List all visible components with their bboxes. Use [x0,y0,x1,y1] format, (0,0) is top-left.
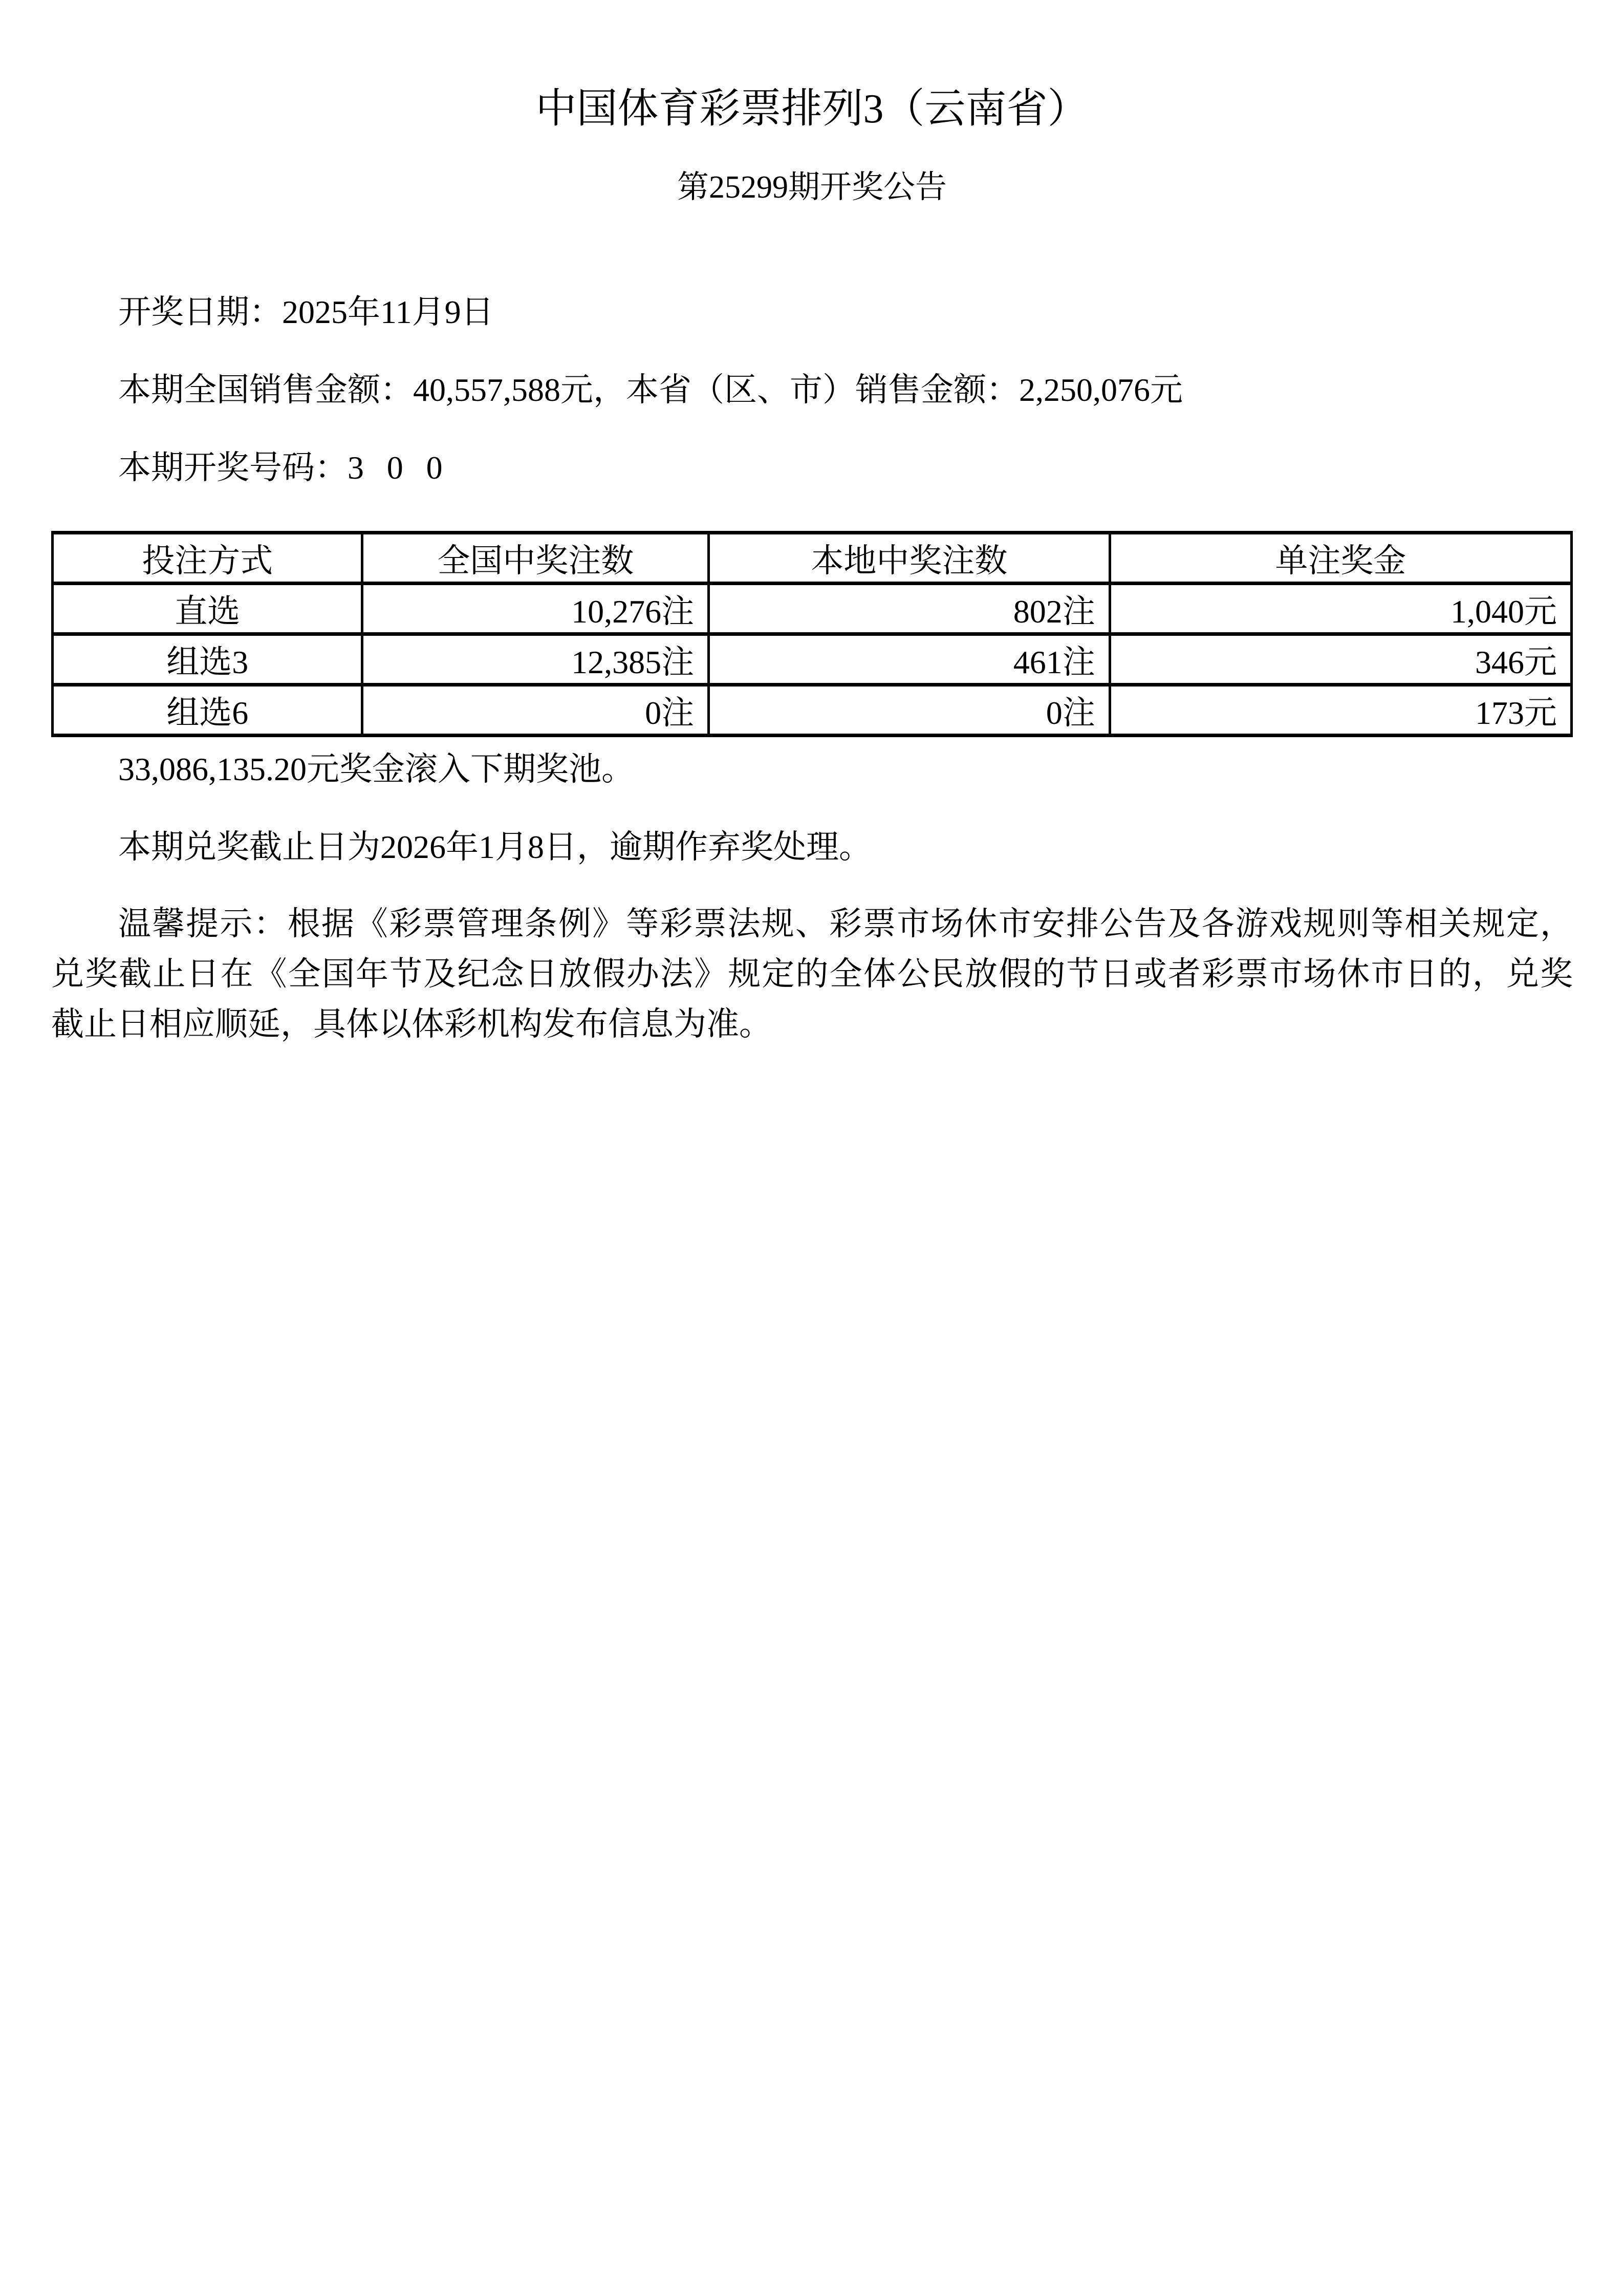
page-subtitle: 第25299期开奖公告 [677,170,947,205]
cell-national-count: 0注 [362,685,709,736]
page-title: 中国体育彩票排列3（云南省） [535,87,1089,132]
rollover-line: 33,086,135.20元奖金滚入下期奖池。 [118,751,634,787]
notice-line-2: 兑奖截止日在《全国年节及纪念日放假办法》规定的全体公民放假的节日或者彩票市场休市日的，兑奖 [51,956,1573,992]
cell-bet-type: 直选 [53,584,362,634]
cell-bet-type: 组选3 [53,634,362,685]
cell-national-count: 10,276注 [362,584,709,634]
prize-table-header-row [53,533,1572,584]
cell-prize: 1,040元 [1110,584,1571,634]
cell-bet-type: 组选6 [53,685,362,736]
header-bet-type: 投注方式 [53,533,362,584]
notice-paragraph [51,899,1573,1049]
draw-number-value: 3 0 0 [348,449,443,486]
table-row-zuxuan6 [53,685,1572,736]
header-national-win-count: 全国中奖注数 [362,533,709,584]
cell-prize: 346元 [1110,634,1571,685]
prize-table [51,531,1573,737]
cell-local-count: 461注 [709,634,1110,685]
draw-date-line: 开奖日期：2025年11月9日 [118,294,494,330]
table-row-zhixuan [53,584,1572,634]
notice-line-1: 温馨提示：根据《彩票管理条例》等彩票法规、彩票市场休市安排公告及各游戏规则等相关规定， [118,906,1573,942]
notice-line-3: 截止日相应顺延，具体以体彩机构发布信息为准。 [51,1006,772,1042]
draw-number-label: 本期开奖号码： [118,449,348,486]
draw-number-line [51,443,1573,493]
cell-prize: 173元 [1110,685,1571,736]
table-row-zuxuan3 [53,634,1572,685]
sales-amount-line: 本期全国销售金额：40,557,588元，本省（区、市）销售金额：2,250,076元 [118,372,1183,408]
cell-local-count: 802注 [709,584,1110,634]
header-local-win-count: 本地中奖注数 [709,533,1110,584]
header-single-prize: 单注奖金 [1110,533,1571,584]
cell-national-count: 12,385注 [362,634,709,685]
deadline-line: 本期兑奖截止日为2026年1月8日，逾期作弃奖处理。 [118,829,872,865]
cell-local-count: 0注 [709,685,1110,736]
